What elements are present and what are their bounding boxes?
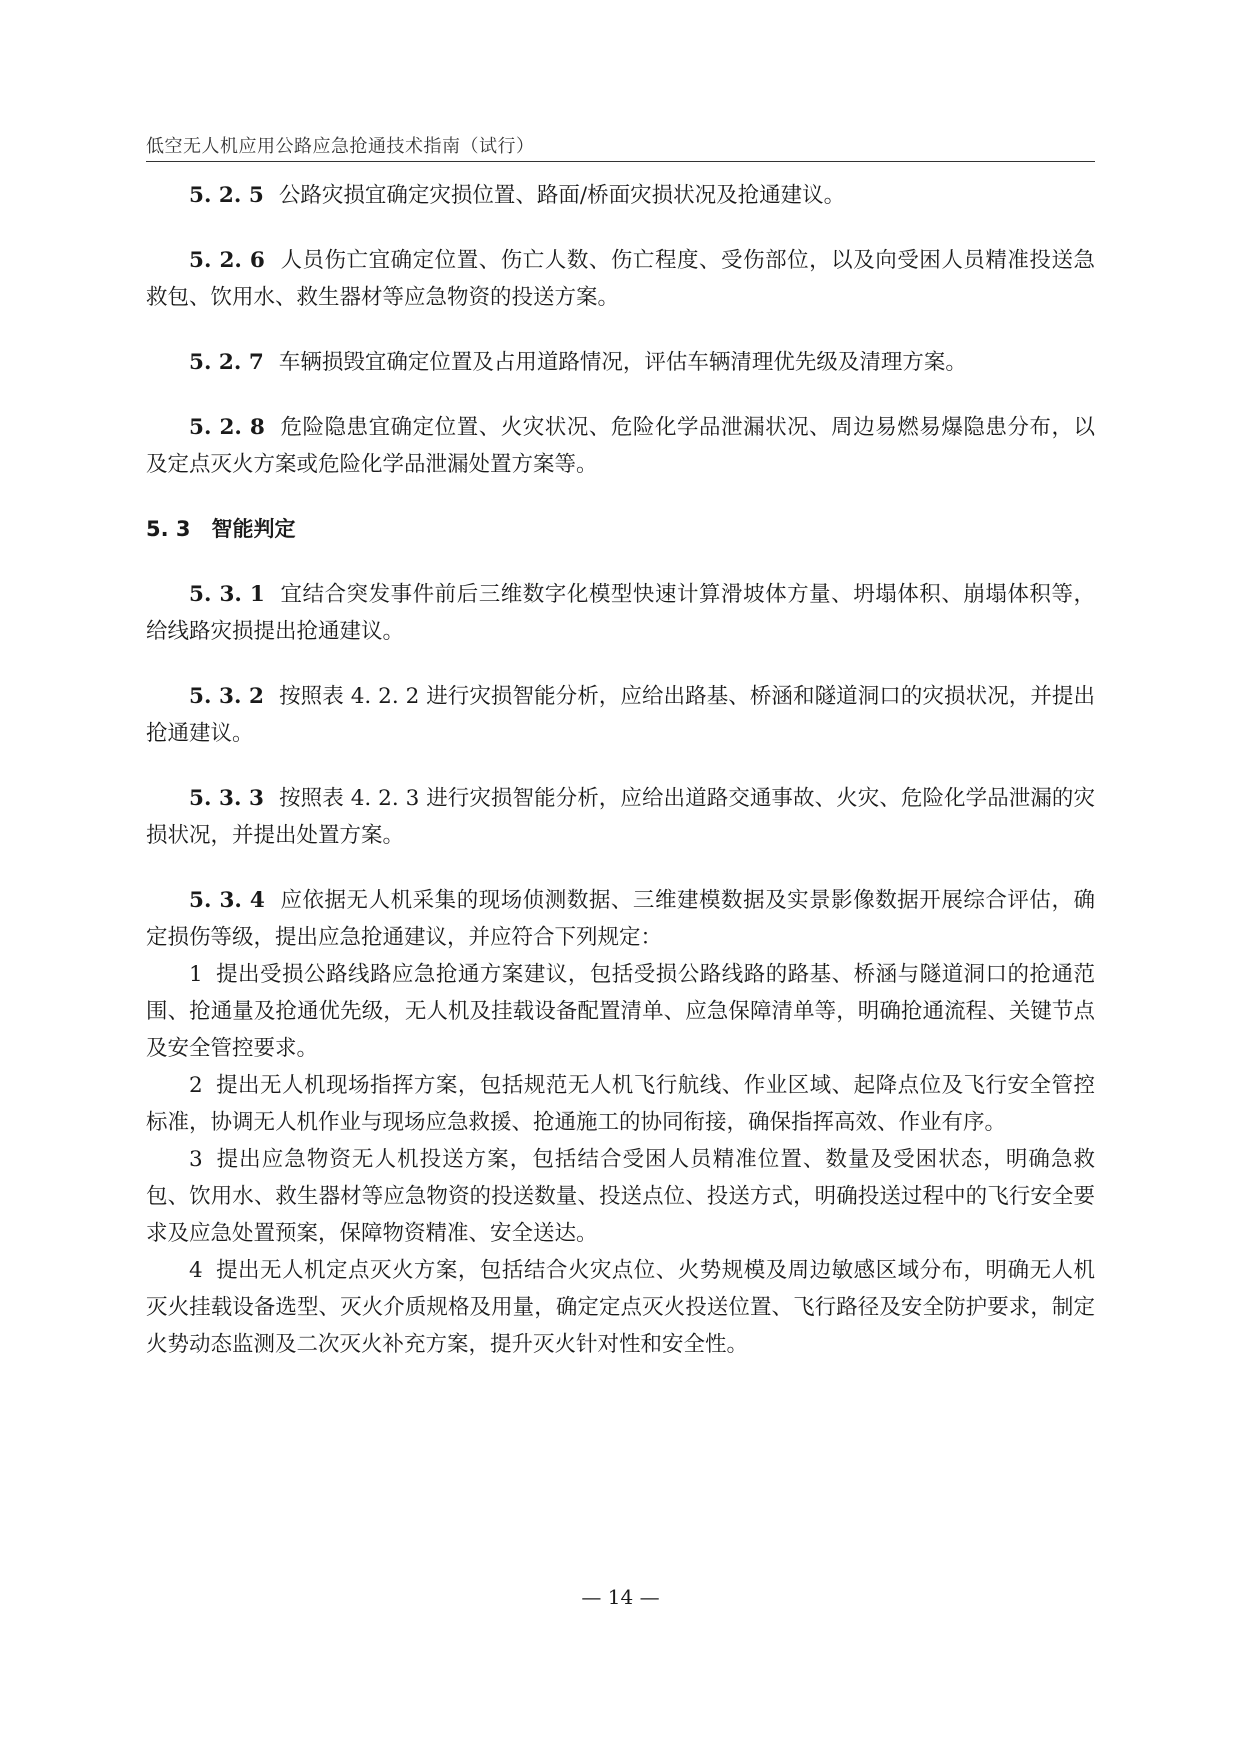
item-number: 4 <box>189 1258 203 1283</box>
list-item <box>146 956 1095 1067</box>
item-text: 提出受损公路线路应急抢通方案建议，包括受损公路线路的路基、桥涵与隧道洞口的抢通范围、抢通量及抢通优先级，无人机及挂载设备配置清单、应急保障清单等，明确抢通流程、关键节点及安全管控要求。 <box>146 962 1095 1061</box>
section-title: 智能判定 <box>211 517 296 541</box>
clause-text: 应依据无人机采集的现场侦测数据、三维建模数据及实景影像数据开展综合评估，确定损伤等级，提出应急抢通建议，并应符合下列规定： <box>146 888 1095 950</box>
clause-5-3-4 <box>146 882 1095 956</box>
item-text: 提出无人机现场指挥方案，包括规范无人机飞行航线、作业区域、起降点位及飞行安全管控标准，协调无人机作业与现场应急救援、抢通施工的协同衔接，确保指挥高效、作业有序。 <box>146 1073 1095 1135</box>
clause-number: 5. 2. 5 <box>189 183 264 208</box>
clause-text: 按照表 4. 2. 3 进行灾损智能分析，应给出道路交通事故、火灾、危险化学品泄漏的灾损状况，并提出处置方案。 <box>146 786 1096 848</box>
clause-5-2-8 <box>146 409 1095 483</box>
clause-text: 人员伤亡宜确定位置、伤亡人数、伤亡程度、受伤部位，以及向受困人员精准投送急救包、饮用水、救生器材等应急物资的投送方案。 <box>146 248 1095 310</box>
item-text: 提出无人机定点灭火方案，包括结合火灾点位、火势规模及周边敏感区域分布，明确无人机灭火挂载设备选型、灭火介质规格及用量，确定定点灭火投送位置、飞行路径及安全防护要求，制定火势动态监测及二次灭火补充方案，提升灭火针对性和安全性。 <box>146 1258 1095 1357</box>
clause-5-3-2 <box>146 678 1095 752</box>
clause-number: 5. 3. 3 <box>189 786 264 811</box>
clause-5-2-7 <box>146 344 1095 381</box>
item-number: 2 <box>189 1073 203 1098</box>
item-number: 1 <box>189 962 203 987</box>
clause-number: 5. 3. 4 <box>189 888 265 913</box>
clause-number: 5. 2. 6 <box>189 248 265 273</box>
clause-5-2-6 <box>146 242 1095 316</box>
clause-text: 按照表 4. 2. 2 进行灾损智能分析，应给出路基、桥涵和隧道洞口的灾损状况，并提出抢通建议。 <box>146 684 1096 746</box>
item-number: 3 <box>189 1147 203 1172</box>
clause-text: 公路灾损宜确定灾损位置、路面/桥面灾损状况及抢通建议。 <box>278 183 846 208</box>
clause-text: 危险隐患宜确定位置、火灾状况、危险化学品泄漏状况、周边易燃易爆隐患分布，以及定点灭火方案或危险化学品泄漏处置方案等。 <box>146 415 1095 477</box>
page-number: — 14 — <box>581 1585 660 1609</box>
clause-5-2-5 <box>146 177 1095 214</box>
clause-text: 宜结合突发事件前后三维数字化模型快速计算滑坡体方量、坍塌体积、崩塌体积等，给线路灾损提出抢通建议。 <box>146 582 1095 644</box>
clause-number: 5. 2. 8 <box>189 415 265 440</box>
item-text: 提出应急物资无人机投送方案，包括结合受困人员精准位置、数量及受困状态，明确急救包、饮用水、救生器材等应急物资的投送数量、投送点位、投送方式，明确投送过程中的飞行安全要求及应急处置预案，保障物资精准、安全送达。 <box>146 1147 1095 1246</box>
clause-text: 车辆损毁宜确定位置及占用道路情况，评估车辆清理优先级及清理方案。 <box>278 350 967 375</box>
header-rule <box>146 161 1095 162</box>
section-number: 5. 3 <box>146 517 191 541</box>
clause-5-3-3 <box>146 780 1095 854</box>
body-text <box>146 177 1095 1363</box>
clause-number: 5. 3. 1 <box>189 582 265 607</box>
list-item <box>146 1141 1095 1252</box>
clause-number: 5. 3. 2 <box>189 684 264 709</box>
clause-number: 5. 2. 7 <box>189 350 264 375</box>
running-header: 低空无人机应用公路应急抢通技术指南（试行） <box>146 136 535 157</box>
list-item <box>146 1252 1095 1363</box>
clause-5-3-1 <box>146 576 1095 650</box>
list-item <box>146 1067 1095 1141</box>
section-heading-5-3 <box>146 511 1095 548</box>
